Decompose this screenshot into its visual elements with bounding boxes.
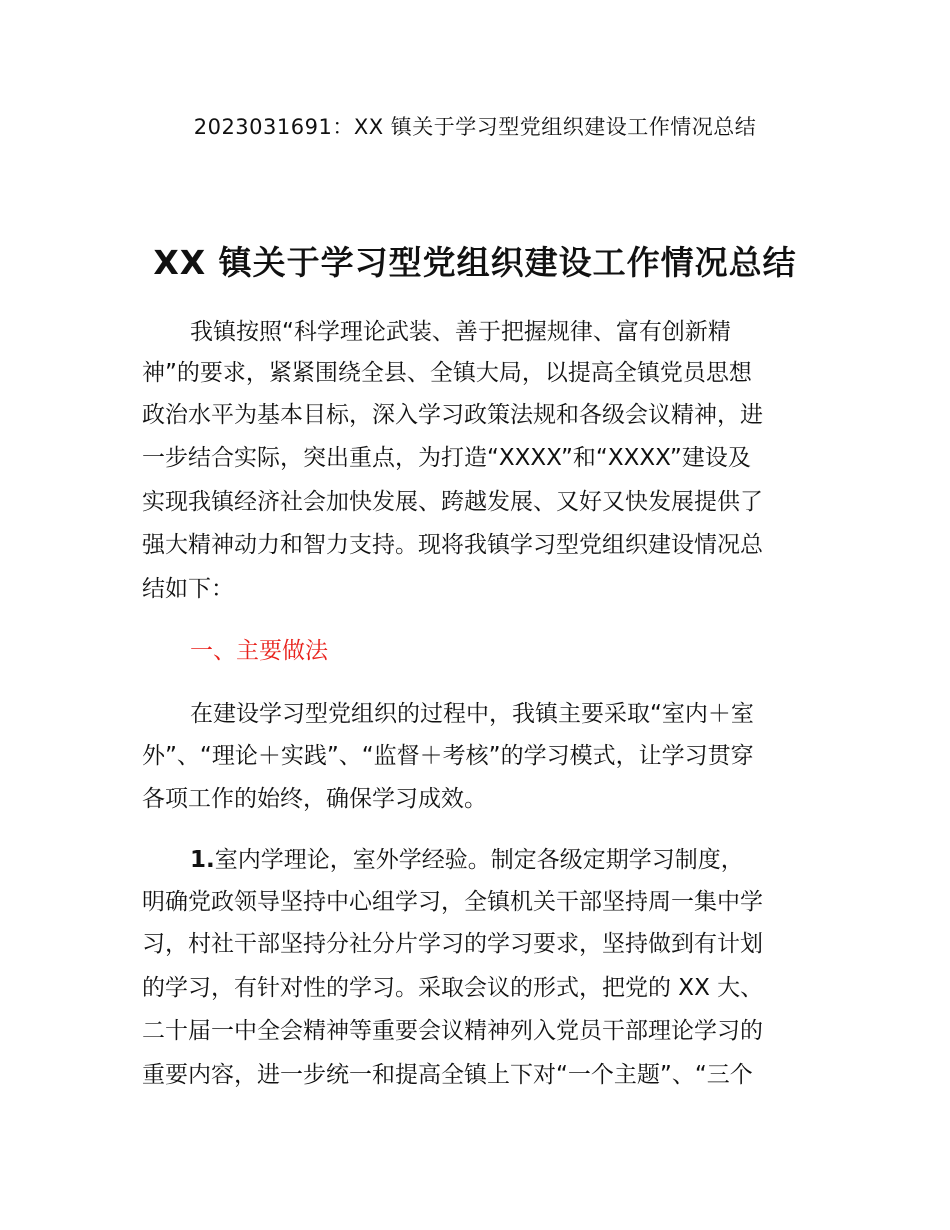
paragraph-line: 明确党政领导坚持中心组学习，全镇机关干部坚持周一集中学 xyxy=(142,889,763,915)
section-heading: 一、主要做法 xyxy=(190,638,328,664)
paragraph-line: 各项工作的始终，确保学习成效。 xyxy=(142,786,487,812)
paragraph-line: 一步结合实际，突出重点，为打造“XXXX”和“XXXX”建设及 xyxy=(142,445,751,471)
document-header: 2023031691：XX 镇关于学习型党组织建设工作情况总结 xyxy=(193,115,757,139)
item-number: 1. xyxy=(190,847,215,873)
paragraph-line: 我镇按照“科学理论武装、善于把握规律、富有创新精 xyxy=(190,319,731,345)
paragraph-line: 重要内容，进一步统一和提高全镇上下对“一个主题”、“三个 xyxy=(142,1062,753,1088)
paragraph-line: 结如下： xyxy=(142,576,234,602)
paragraph-line: 政治水平为基本目标，深入学习政策法规和各级会议精神，进 xyxy=(142,402,763,428)
paragraph-line: 二十届一中全会精神等重要会议精神列入党员干部理论学习的 xyxy=(142,1018,763,1044)
paragraph-line: 的学习，有针对性的学习。采取会议的形式，把党的 XX 大、 xyxy=(142,975,764,1001)
document-title: XX 镇关于学习型党组织建设工作情况总结 xyxy=(153,243,797,282)
paragraph-line: 习，村社干部坚持分社分片学习的学习要求，坚持做到有计划 xyxy=(142,931,763,957)
paragraph-line: 实现我镇经济社会加快发展、跨越发展、又好又快发展提供了 xyxy=(142,489,763,515)
paragraph-line: 在建设学习型党组织的过程中，我镇主要采取“室内＋室 xyxy=(190,701,754,727)
paragraph-line: 强大精神动力和智力支持。现将我镇学习型党组织建设情况总 xyxy=(142,532,763,558)
paragraph-line: 外”、“理论＋实践”、“监督＋考核”的学习模式，让学习贯穿 xyxy=(142,743,754,769)
item-text: 室内学理论，室外学经验。制定各级定期学习制度， xyxy=(214,847,744,873)
paragraph-line: 神”的要求，紧紧围绕全县、全镇大局，以提高全镇党员思想 xyxy=(142,360,752,386)
item-line xyxy=(190,845,870,875)
